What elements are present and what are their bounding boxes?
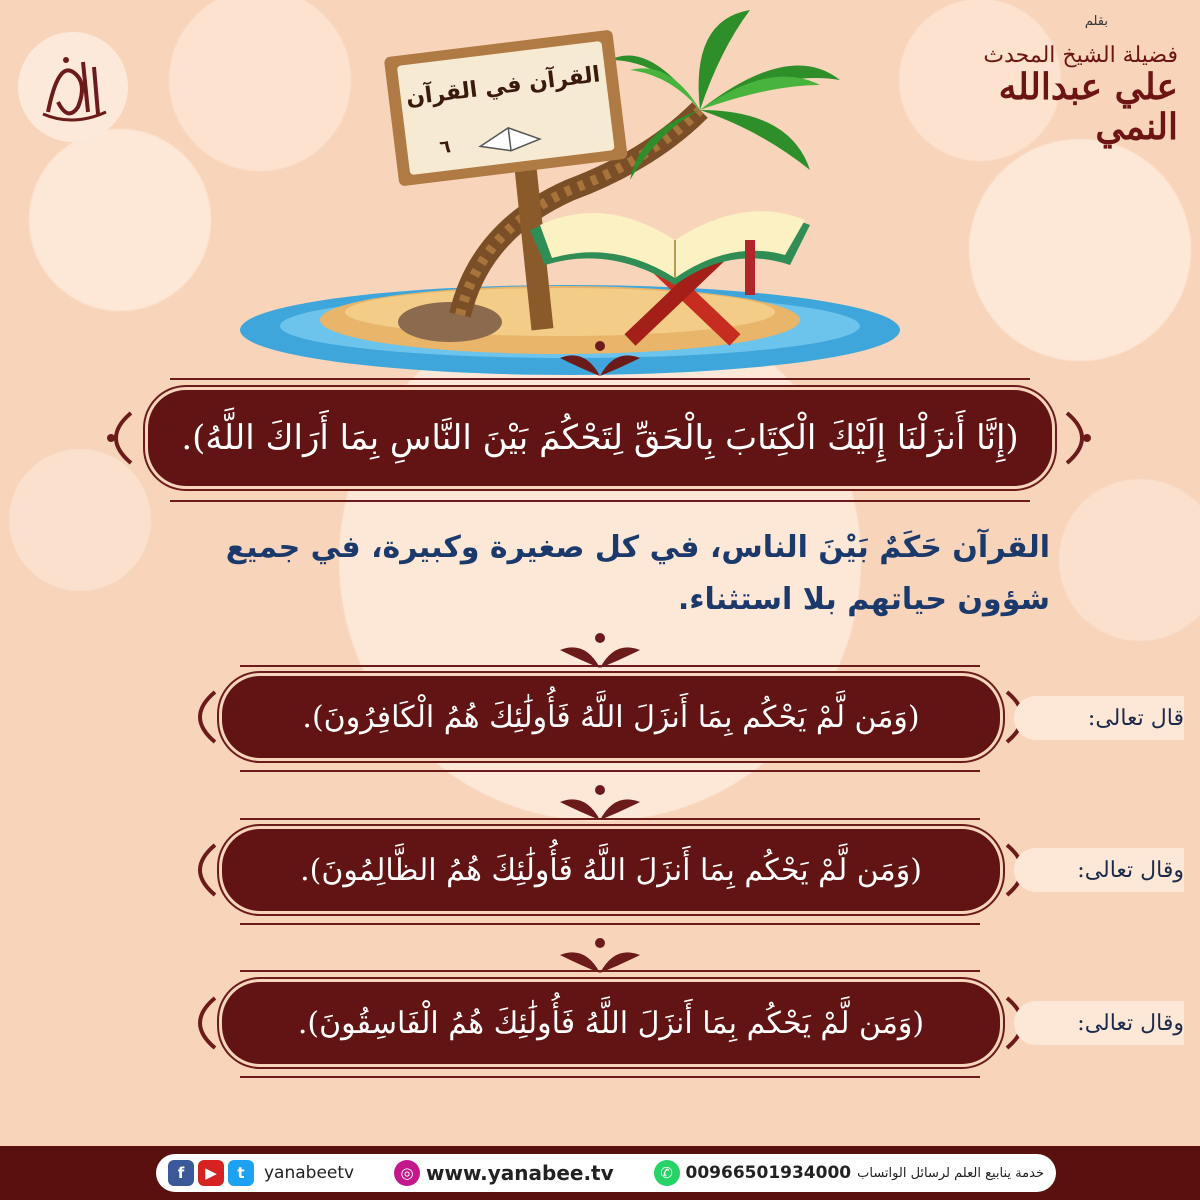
- verse-3-banner: [222, 982, 1000, 1064]
- rock: [398, 302, 502, 342]
- sign-number: ٦: [438, 136, 452, 159]
- island-illustration: [230, 0, 930, 390]
- verse-3-flourish-icon: [555, 935, 645, 975]
- verse-3-ornament-left-icon: [180, 993, 220, 1053]
- main-verse-banner: [148, 390, 1052, 486]
- verse-3-text: (وَمَن لَّمْ يَحْكُم بِمَا أَنزَلَ اللَّهُ فَأُولَٰئِكَ هُمُ الْفَاسِقُونَ).: [297, 1005, 925, 1041]
- verse-1-text: (وَمَن لَّمْ يَحْكُم بِمَا أَنزَلَ اللَّهُ فَأُولَٰئِكَ هُمُ الْكَافِرُونَ).: [302, 699, 920, 735]
- main-verse-rule-bottom: [170, 500, 1030, 502]
- footer-contact-pill: [156, 1154, 1056, 1192]
- youtube-icon[interactable]: ▶: [198, 1160, 224, 1186]
- whatsapp-contact: [654, 1160, 1044, 1186]
- verse-1-ornament-left-icon: [180, 687, 220, 747]
- verse-2-ornament-left-icon: [180, 840, 220, 900]
- author-by: بقلم: [1084, 14, 1108, 29]
- sign-title: القرآن في القرآن: [404, 62, 602, 111]
- verse-2-flourish-icon: [555, 782, 645, 822]
- verse-1-flourish-icon: [555, 630, 645, 670]
- main-verse-rule-top: [170, 378, 1030, 380]
- body-text: [150, 522, 1050, 626]
- main-verse-text: (إِنَّا أَنزَلْنَا إِلَيْكَ الْكِتَابَ بِالْحَقِّ لِتَحْكُمَ بَيْنَ النَّاسِ بِمَا أَرَاكَ اللَّهُ).: [181, 418, 1019, 458]
- author-title: فضيلة الشيخ المحدث: [983, 43, 1178, 68]
- sign-board: [384, 29, 628, 186]
- verse-2-label: وقال تعالى:: [1014, 848, 1184, 892]
- verse-1-banner: [222, 676, 1000, 758]
- body-text-line-1: القرآن حَكَمٌ بَيْنَ الناس، في كل صغيرة وكبيرة، في جميع: [225, 530, 1050, 565]
- verse-3-rule-top: [240, 970, 980, 972]
- verse-2-banner: [222, 829, 1000, 911]
- verse-2-rule-bottom: [240, 923, 980, 925]
- whatsapp-number[interactable]: 00966501934000: [685, 1163, 852, 1183]
- author-block: [928, 14, 1178, 147]
- ornament-right-icon: [1062, 408, 1102, 468]
- verse-1-rule-top: [240, 665, 980, 667]
- twitter-icon[interactable]: t: [228, 1160, 254, 1186]
- website: [394, 1160, 614, 1186]
- verse-1-label: قال تعالى:: [1014, 696, 1184, 740]
- verse-3-rule-bottom: [240, 1076, 980, 1078]
- verse-1-rule-bottom: [240, 770, 980, 772]
- author-name: علي عبدالله النمي: [998, 66, 1178, 148]
- whatsapp-icon[interactable]: ✆: [654, 1160, 680, 1186]
- footer-bar: [0, 1146, 1200, 1200]
- verse-2-text: (وَمَن لَّمْ يَحْكُم بِمَا أَنزَلَ اللَّهُ فَأُولَٰئِكَ هُمُ الظَّالِمُونَ).: [300, 852, 922, 888]
- verse-2-rule-top: [240, 818, 980, 820]
- globe-icon: ◎: [394, 1160, 420, 1186]
- social-handle[interactable]: yanabeetv: [264, 1163, 355, 1183]
- ornament-left-icon: [96, 408, 136, 468]
- verse-3-label: وقال تعالى:: [1014, 1001, 1184, 1045]
- body-text-line-2: شؤون حياتهم بلا استثناء.: [677, 582, 1050, 617]
- whatsapp-label: خدمة ينابيع العلم لرسائل الواتساب: [857, 1165, 1044, 1181]
- website-link[interactable]: www.yanabee.tv: [425, 1161, 614, 1185]
- top-flourish-icon: [555, 338, 645, 378]
- facebook-icon[interactable]: f: [168, 1160, 194, 1186]
- yanabee-logo: [18, 32, 128, 142]
- social-links: [168, 1160, 354, 1186]
- calligraphy-logo-icon: [28, 42, 118, 132]
